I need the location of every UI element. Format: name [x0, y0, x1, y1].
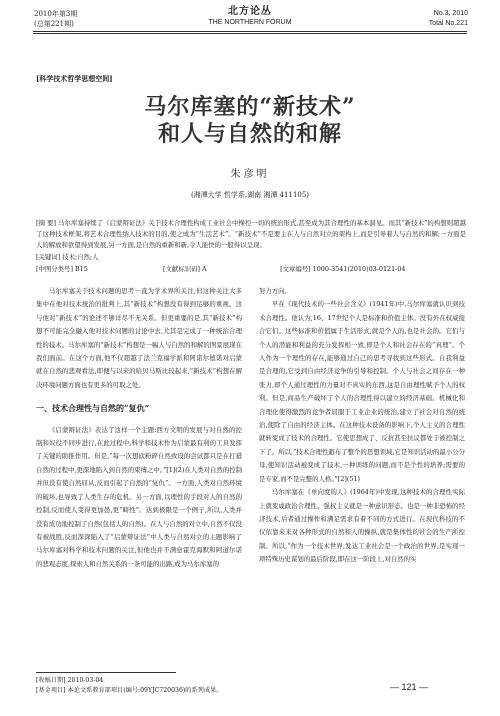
- header-rule: [33, 31, 467, 32]
- section-heading: 一、技术合理性与自然的“复仇”: [36, 403, 150, 414]
- paragraph: 《启蒙辩证法》表达了这样一个主题:西方文明的发展与对自然的控制和奴役不同步进行,在此过程中,科学和技术作为启蒙最有利的工具发挥了关键的助推作用。但是,“每一次想砍粉碎自然致设的尝试都只是在打猎自然的过程中,更深地陷入到自然的束缚之中。”[1](2)在人类对自然的控制并但没有使自然屈从,反而引起了自然的“复仇”。一方面,人类对自然环境的破坏,也导致了人类生存的危机。另一方面,以理性的手段对人的自然的控制,反而使人变得更加愚,更“畸性”。达到极限是一个例子,所以,人类并没有成功地控制了自然(包括人的自然)。在人与自然的对立中,自然不仅没有被战胜,反而深深陷入了“启蒙辩证法”中人类与自然对立的主题影响了马尔库塞对科学和技术问题的关注,但他也并不满意霍克海默和阿道尔诺的悲观态度,探索人和自然关系的一条可能的出路,成为马尔库塞的: [36, 425, 242, 568]
- abstract: [摘 要] 马尔库塞持续了《启蒙辩证法》关于技术合理性构成工业社会中操控一切的统治形式,甚至成为其合理性的基本洞见。而其“新技术”的构想则超越了这种技术框架,将艺术合理性纳入技术的目的,使之成为“生活艺术”。“新技术”不是要主在人与自然对立的架构上,而是引导着人与自然的和解;一方面是人的解放和欲望得到发展,另一方面,是自然的重新和新,令人能快的一般得以呈现。: [36, 219, 466, 249]
- doc-code: [文献标识码] A: [163, 265, 207, 273]
- footnote-rule: [36, 672, 176, 673]
- right-column: [259, 285, 465, 567]
- clc-number: [中图分类号] B15: [36, 265, 88, 273]
- issue-cn: 2010年第3期: [34, 10, 78, 18]
- left-column: [36, 285, 242, 571]
- received-date: [收稿日期] 2010-03-04: [36, 677, 104, 684]
- keywords: [关键词] 技术;自然;人: [36, 253, 99, 261]
- affiliation: (湘潭大学 哲学系,湖南 湘潭 411105): [190, 191, 310, 199]
- author: 朱彦明: [230, 169, 270, 180]
- journal-name-en: THE NORTHERN FORUM: [208, 19, 292, 26]
- total-cn: (总第221期): [34, 20, 74, 28]
- page-number: — 121 —: [390, 682, 429, 692]
- paragraph: 努力方向。: [259, 287, 291, 295]
- title-line-1: 马尔库塞的“新技术”: [144, 94, 356, 120]
- fund-info: [基金项目] 本论文系教育部项目(编号:09YJC720036)的系列成果。: [36, 687, 223, 694]
- header-issue-en: [429, 9, 468, 29]
- paragraph: 马尔库塞关于技术问题的思考一直为学术界所关注,但这种关注大多集中在他对技术统治的批判上,其“新技术”构想没有得到足够的重视。这与他对“新技术”的论述不够详尽不无关系。但更重要的是,其“新技术”构想不可能完全融入他对技术问题的讨论中去,尤其是完成了一种统治合理性的技术。马尔库塞的“新技术”构想是一幅人与自然的和解的图景展现在我们面前。在这个方面,他不仅超越了法兰克福学派和阿诺尔德诺对启蒙就在自然的悲观看法,即便与以来的哈贝马斯比较起来,“新技术”构想在解决环境问题方面也有更多的可取之处。: [36, 287, 242, 389]
- header-rule-2: [33, 33, 467, 34]
- issue-en: No.3, 2010: [433, 10, 468, 17]
- paragraph: 早在《现代技术的一些社会含义》(1941年)中,马尔库塞就认识到技术合理性。他认为,16、17世纪个人是标准和价值主体。没有外在权威接合它们。这些标准和价值属于生活形式,就是个人的,也是社会的。它们与个人的潜能和利益的充分发挥相一致,即是个人和社会存在的“真理”。个人作为一个理性的存在,能够通过自己的思考寻找到这些形式。自我利益是合理的,它受到自由经济竞争的引导和控制。个人与社会之间存在一种张力,即个人通过理性的力量对不真实的东西,这是自由理性赋予个人的权利。但是,商品生产破坏了个人的合理性得以建立的经济基础。机械化和合理化使得激烈的竞争者屈服于工业企业的统治,建立了社会对自然的统治,使除了自由的经济主体。在这种技术设备的影响下,个人主义的合理性就转变成了技术的合理性。它使思想成了、反抗甚至抗议都处于被控制之下了。所以,“技术合理性避布了整个的思想领域,它是知识活动的最小公分母,使知识活动被变成了技术,一种训练的问题,而不是个性的培养;需要的是专家,而不是完整的人格。”[2](51): [259, 300, 465, 483]
- total-en: Total No.221: [428, 20, 468, 27]
- journal-name-cn: 北方论丛: [228, 6, 272, 17]
- footnote: [36, 676, 222, 696]
- article-number: [文章编号] 1000-3541(2010)03-0121-04: [280, 265, 406, 273]
- classification: [36, 264, 466, 273]
- section-tag: [科学技术哲学思想空间]: [36, 74, 113, 83]
- header-journal: [0, 6, 500, 28]
- paragraph: 马尔库塞在《单向度的人》(1964年)中发现,这种技术的合理性实际上就变成政治合理性。强权主义就是一种意识形态。也是一种非恐怖的经济技术,后者通过操作和满足需求有着不同的方式进行。在现代科技的不仅依靠来来对各种形式的自然和人的操纵,就是集体性的社会的生产所控制。所以,“作为一个技术世界,发达工业社会是一个政治的世界,是实现一项特殊历史谋划的最后阶段,即在这一阶段上,对自然的实: [259, 488, 465, 564]
- title-line-2: 和人与自然的和解: [157, 121, 342, 147]
